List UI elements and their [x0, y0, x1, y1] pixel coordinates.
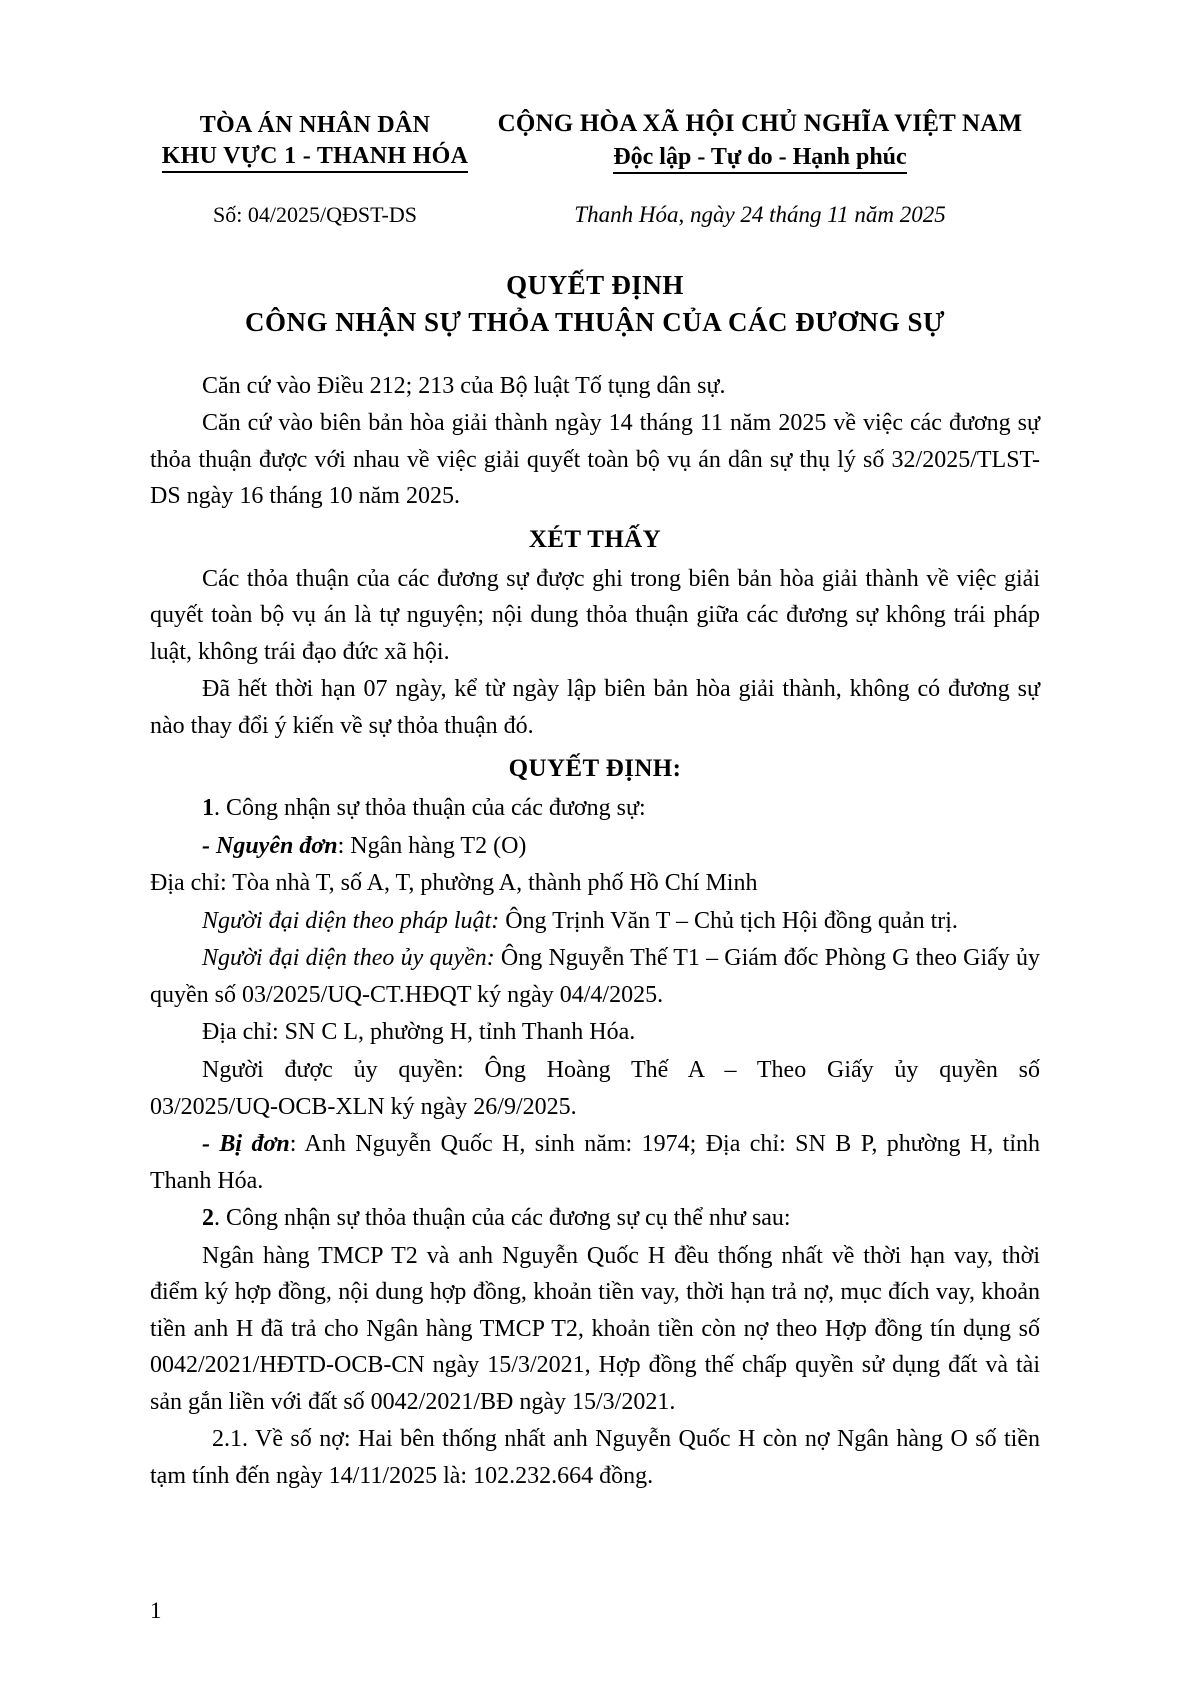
national-heading-block	[480, 110, 1040, 174]
plaintiff-label: - Nguyên đơn	[202, 832, 338, 859]
court-name-line1: TÒA ÁN NHÂN DÂN	[199, 112, 431, 138]
document-body	[150, 368, 1040, 1494]
page-title: QUYẾT ĐỊNH	[506, 270, 684, 300]
decision-item-1	[150, 790, 1040, 826]
legal-representative-line	[150, 903, 1040, 939]
representative-address: Địa chỉ: SN C L, phường H, tỉnh Thanh Hóa.	[202, 1019, 636, 1046]
paragraph-consideration-2: Đã hết thời hạn 07 ngày, kể từ ngày lập biên bản hòa giải thành, không có đương sự nào thay đổi ý kiến về sự thỏa thuận đó.	[150, 676, 1040, 739]
document-subheader	[150, 202, 1040, 228]
paragraph-consideration-1: Các thỏa thuận của các đương sự được ghi trong biên bản hòa giải thành về việc giải quyết toàn bộ vụ án là tự nguyện; nội dung thỏa thuận giữa các đương sự không trái pháp luật, không trái đạo đức xã hội.	[150, 565, 1040, 665]
defendant-label: - Bị đơn	[202, 1131, 290, 1158]
defendant-line	[150, 1126, 1040, 1199]
document-number: Số: 04/2025/QĐST-DS	[213, 202, 417, 227]
national-name: CỘNG HÒA XÃ HỘI CHỦ NGHĨA VIỆT NAM	[497, 110, 1023, 137]
national-motto: Độc lập - Tự do - Hạnh phúc	[613, 144, 906, 174]
authorized-representative-value: Ông Nguyễn Thế T1 – Giám đốc Phòng G theo Giấy ủy quyền số 03/2025/UQ-CT.HĐQT ký ngày 04/4/2025.	[150, 945, 1040, 1008]
authorized-person-line2: 03/2025/UQ-OCB-XLN ký ngày 26/9/2025.	[150, 1093, 577, 1120]
paragraph-legal-basis-1: Căn cứ vào Điều 212; 213 của Bộ luật Tố tụng dân sự.	[202, 373, 726, 399]
plaintiff-line	[150, 828, 1040, 864]
decision-item-2	[150, 1200, 1040, 1236]
defendant-value: : Anh Nguyễn Quốc H, sinh năm: 1974; Địa chỉ: SN B P, phường H, tỉnh Thanh Hóa.	[150, 1131, 1040, 1194]
plaintiff-value: : Ngân hàng T2 (O)	[337, 832, 527, 859]
paragraph-legal-basis-2: Căn cứ vào biên bản hòa giải thành ngày 14 tháng 11 năm 2025 về việc các đương sự thỏa thuận được với nhau về việc giải quyết toàn bộ vụ án dân sự thụ lý số 32/2025/TLST-DS ngày 16 tháng 10 năm 2025.	[150, 410, 1040, 510]
paragraph-agreement-details: Ngân hàng TMCP T2 và anh Nguyễn Quốc H đều thống nhất về thời hạn vay, thời điểm ký hợp đồng, nội dung hợp đồng, khoản tiền vay, thời hạn trả nợ, mục đích vay, khoản tiền anh H đã trả cho Ngân hàng TMCP T2, khoản tiền còn nợ theo Hợp đồng tín dụng số 0042/2021/HĐTD-OCB-CN ngày 15/3/2021, Hợp đồng thế chấp quyền sử dụng đất và tài sản gắn liền với đất số 0042/2021/BĐ ngày 15/3/2021.	[150, 1242, 1040, 1415]
decision-item-2-number: 2	[202, 1205, 214, 1232]
paragraph-debt-amount: 2.1. Về số nợ: Hai bên thống nhất anh Nguyễn Quốc H còn nợ Ngân hàng O số tiền tạm tính đến ngày 14/11/2025 là: 102.232.664 đồng.	[150, 1426, 1040, 1489]
decision-item-1-text: . Công nhận sự thỏa thuận của các đương sự:	[214, 795, 646, 822]
place-and-date: Thanh Hóa, ngày 24 tháng 11 năm 2025	[574, 202, 946, 227]
decision-item-2-text: . Công nhận sự thỏa thuận của các đương sự cụ thể như sau:	[214, 1205, 791, 1232]
document-header	[150, 110, 1040, 174]
document-title-block	[150, 270, 1040, 338]
court-name-block	[150, 110, 480, 173]
authorized-representative-label: Người đại diện theo ủy quyền:	[202, 945, 495, 972]
section-heading-xet-thay: XÉT THẤY	[528, 525, 662, 553]
authorized-representative-line	[150, 940, 1040, 1013]
legal-representative-value: Ông Trịnh Văn T – Chủ tịch Hội đồng quản trị.	[499, 907, 958, 934]
section-heading-quyet-dinh: QUYẾT ĐỊNH:	[508, 755, 682, 783]
legal-representative-label: Người đại diện theo pháp luật:	[202, 907, 500, 934]
plaintiff-address: Địa chỉ: Tòa nhà T, số A, T, phường A, thành phố Hồ Chí Minh	[150, 870, 758, 897]
authorized-person-line1: Người được ủy quyền: Ông Hoàng Thế A – Theo Giấy ủy quyền số	[202, 1056, 1040, 1083]
page-subtitle: CÔNG NHẬN SỰ THỎA THUẬN CỦA CÁC ĐƯƠNG SỰ	[244, 307, 946, 337]
court-name-line2: KHU VỰC 1 - THANH HÓA	[162, 143, 469, 173]
page-number: 1	[150, 1598, 162, 1623]
decision-item-1-number: 1	[202, 795, 214, 822]
